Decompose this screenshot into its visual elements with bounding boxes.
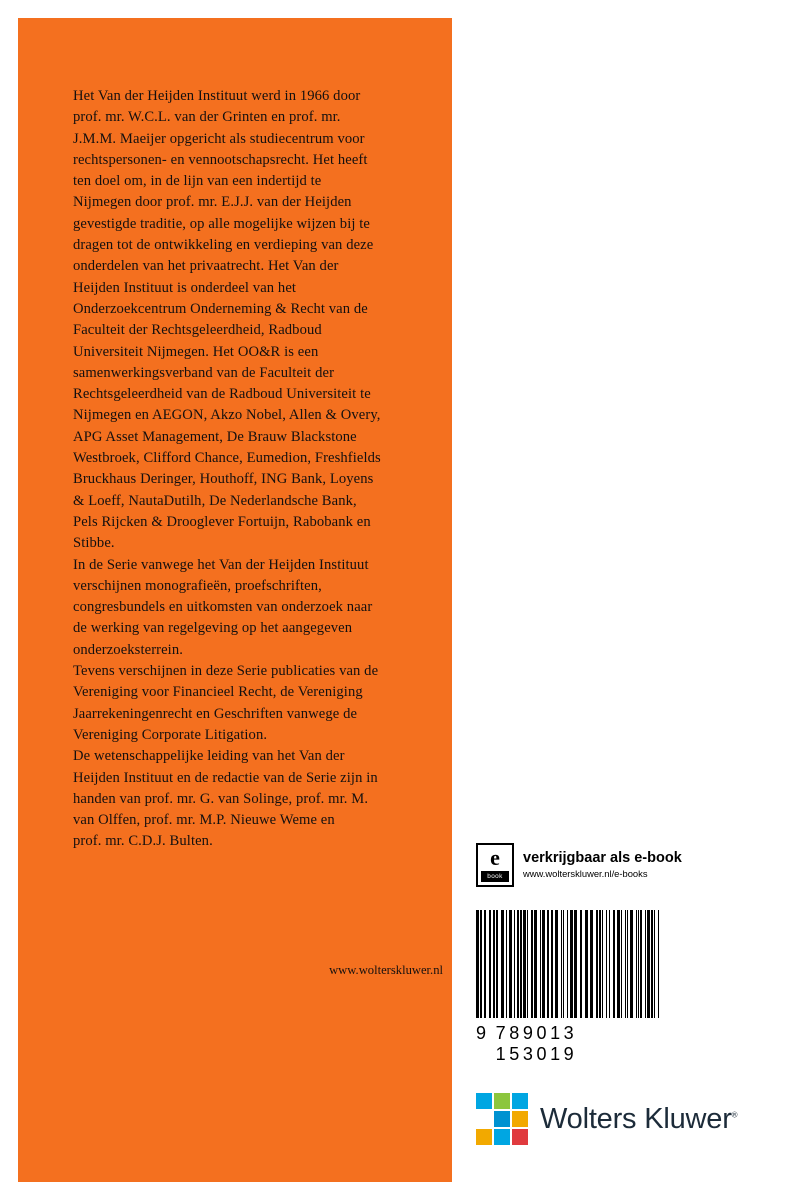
blurb-paragraph-3: Tevens verschijnen in deze Serie publicaties van de Vereniging voor Financieel Recht, de Vereniging Jaarrekeningenrecht en Geschriften vanwege de Vereniging Corporate Litigation. xyxy=(73,663,379,743)
barcode-lead-digit: 9 xyxy=(476,1023,490,1043)
institute-blurb xyxy=(73,86,383,853)
white-spine-column xyxy=(452,0,798,1200)
registered-trademark-icon: ® xyxy=(731,1109,738,1119)
publisher-name-text: Wolters Kluwer xyxy=(540,1102,732,1135)
ebook-icon-letter: e xyxy=(490,845,500,870)
ebook-badge-text xyxy=(523,850,682,880)
ebook-headline: verkrijgbaar als e-book xyxy=(523,850,682,866)
publisher-logo xyxy=(476,1093,737,1145)
barcode-bars xyxy=(476,910,666,1018)
blurb-paragraph-5: prof. mr. C.D.J. Bulten. xyxy=(73,833,213,850)
blurb-paragraph-4: De wetenschappelijke leiding van het Van der Heijden Instituut en de redactie van de Serie zijn in handen van prof. mr. G. van Solinge, prof. mr. M. van Olffen, prof. mr. M.P. Nieuwe Weme en xyxy=(73,748,378,829)
wolters-kluwer-mark-icon xyxy=(476,1093,528,1145)
publisher-website: www.wolterskluwer.nl xyxy=(329,963,443,977)
publisher-name xyxy=(540,1103,737,1136)
ebook-icon-caption: book xyxy=(481,871,509,882)
blurb-paragraph-1: Het Van der Heijden Instituut werd in 1966 door prof. mr. W.C.L. van der Grinten en prof. mr. J.M.M. Maeijer opgericht als studiecentrum voor rechtspersonen- en vennootschapsrecht. Het heeft ten doel om, in de lijn van een indertijd te Nijmegen door prof. mr. E.J.J. van der Heijden gevestigde traditie, op alle mogelijke wijzen bij te dragen tot de ontwikkeling en verdieping van deze onderdelen van het privaatrecht. Het Van der Heijden Instituut is onderdeel van het Onderzoekcentrum Onderneming & Recht van de Faculteit der Rechtsgeleerdheid, Radboud Universiteit Nijmegen. Het OO&R is een samenwerkingsverband van de Faculteit der Rechtsgeleerdheid van de Radboud Universiteit te Nijmegen en AEGON, Akzo Nobel, Allen & Overy, APG Asset Management, De Brauw Blackstone Westbroek, Clifford Chance, Eumedion, Freshfields Bruckhaus Deringer, Houthoff, ING Bank, Loyens & Loeff, NautaDutilh, De Nederlandsche Bank, Pels Rijcken & Drooglever Fortuijn, Rabobank en Stibbe. xyxy=(73,88,381,552)
blurb-paragraph-2: In de Serie vanwege het Van der Heijden Instituut verschijnen monografieën, proefschriften, congresbundels en uitkomsten van onderzoek naar de werking van regelgeving op het aangegeven onderzoeksterrein. xyxy=(73,556,373,658)
isbn-barcode xyxy=(476,910,666,1065)
orange-cover-panel xyxy=(18,18,452,1182)
barcode-digits xyxy=(476,1023,666,1065)
barcode-number: 789013 153019 xyxy=(495,1023,578,1064)
ebook-badge xyxy=(476,843,682,887)
ebook-subline: www.wolterskluwer.nl/e-books xyxy=(523,868,648,879)
ebook-icon xyxy=(476,843,514,887)
